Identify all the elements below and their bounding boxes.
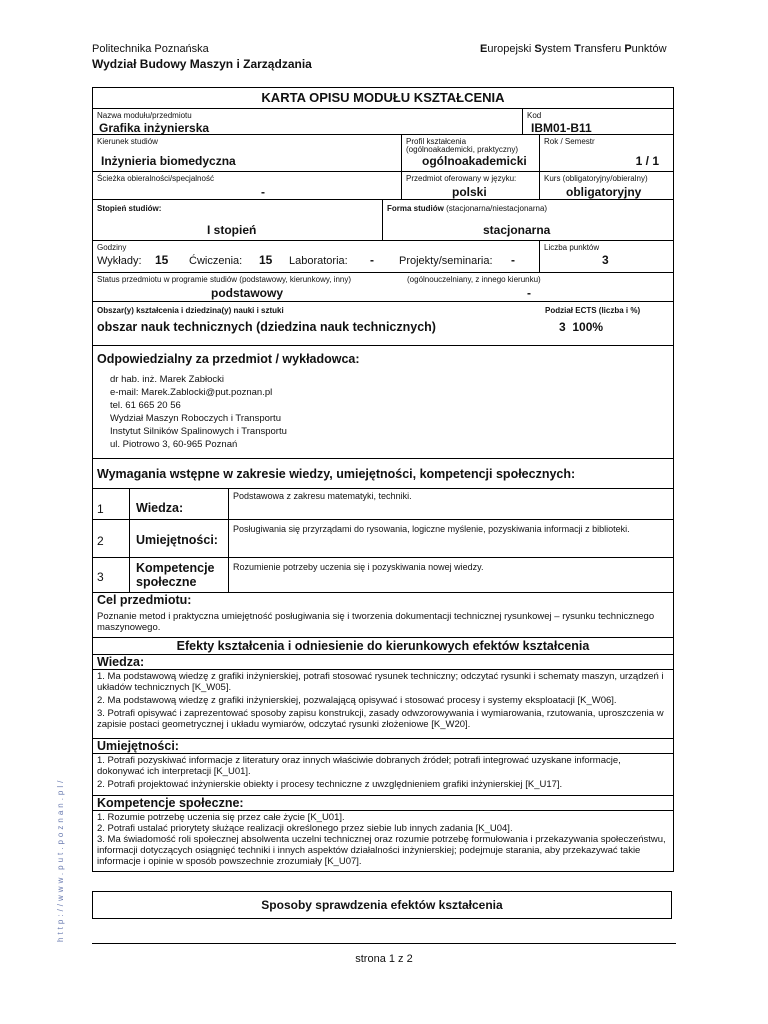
skills-item: 1. Potrafi pozyskiwać informacje z literatury oraz innych właściwie dobranych źródeł; potrafi integrować uzyskane informacje, dokonywać ich interpretacji [K_U01]. (97, 755, 621, 777)
skills-heading: Umiejętności: (93, 739, 673, 754)
lab-value: - (370, 253, 374, 267)
requirement-number: 3 (97, 570, 104, 584)
footer-divider (92, 943, 676, 944)
knowledge-item: 1. Ma podstawową wiedzę z grafiki inżynierskiej, potrafi stosować rysunek techniczny; odczytać rysunki i schematy maszyn, urządzeń i układów technicznych [K_W05]. (97, 671, 664, 693)
requirement-name: Wiedza: (129, 489, 228, 519)
social-item: 2. Potrafi ustalać priorytety służące realizacji określonego przez siebie lub innych zadania [K_U04]. (97, 823, 513, 834)
year-label: Rok / Semestr (544, 137, 595, 146)
requirement-name: Umiejętności: (129, 520, 228, 557)
level-value: I stopień (207, 223, 257, 237)
course-label: Kurs (obligatoryjny/obieralny) (544, 174, 648, 183)
social-list (93, 811, 673, 871)
university-name: Politechnika Poznańska (92, 43, 209, 55)
knowledge-list (93, 670, 673, 739)
responsible-details (110, 373, 287, 451)
responsible-line: dr hab. inż. Marek Zabłocki (110, 374, 225, 385)
faculty-name: Wydział Budowy Maszyn i Zarządzania (92, 57, 312, 71)
ects-system-name: Europejski System Transferu Punktów (480, 43, 667, 55)
social-heading: Kompetencje społeczne: (93, 796, 673, 811)
requirement-text: Podstawowa z zakresu matematyki, techniki. (228, 489, 673, 519)
exercises-label: Ćwiczenia: (189, 255, 243, 267)
form-sub: (stacjonarna/niestacjonarna) (446, 204, 548, 213)
responsible-line: tel. 61 665 20 56 (110, 400, 181, 411)
lectures-label: Wykłady: (97, 255, 142, 267)
goal-text: Poznanie metod i praktyczna umiejętność posługiwania się i tworzenia dokumentacji technicznej rysunkowej – rysunku technicznego maszynowego. (97, 611, 655, 633)
requirement-number: 1 (97, 502, 104, 516)
knowledge-heading: Wiedza: (93, 655, 673, 670)
social-item: 3. Ma świadomość roli społecznej absolwenta uczelni technicznej oraz rozumie potrzebę formułowania i przekazywania społeczeństwu, informacji dotyczących osiągnięć techniki i innych aspektów działalności inżynierskiej; podejmuje starania, aby przekazywać takie informacje i opinie w sposób powszechnie zrozumiały [K_U07]. (97, 834, 666, 867)
requirement-row (93, 558, 673, 593)
responsible-line: ul. Piotrowo 3, 60-965 Poznań (110, 439, 238, 450)
social-item: 1. Rozumie potrzebę uczenia się przez całe życie [K_U01]. (97, 812, 345, 823)
module-card (92, 87, 674, 872)
requirement-row (93, 520, 673, 558)
points-label: Liczba punktów (544, 243, 600, 252)
area-value: obszar nauk technicznych (dziedzina nauk technicznych) (97, 320, 436, 334)
path-value: - (261, 185, 265, 199)
module-value: Grafika inżynierska (99, 121, 210, 135)
responsible-line: Wydział Maszyn Roboczych i Transportu (110, 413, 281, 424)
status-value: podstawowy (211, 286, 284, 300)
level-label: Stopień studiów: (97, 204, 162, 213)
field-value: Inżynieria biomedyczna (101, 154, 236, 168)
ects-split-label: Podział ECTS (liczba i %) (545, 306, 641, 315)
responsible-line: Instytut Silników Spalinowych i Transportu (110, 426, 287, 437)
area-label: Obszar(y) kształcenia i dziedzina(y) nauki i sztuki (97, 306, 284, 315)
skills-item: 2. Potrafi projektować inżynierskie obiekty i procesy techniczne z uwzględnieniem grafiki inżynierskiej [K_U17]. (97, 779, 563, 790)
form-value: stacjonarna (483, 223, 551, 237)
ects-split-value: 3 100% (559, 320, 604, 334)
requirements-heading: Wymagania wstępne w zakresie wiedzy, umiejętności, kompetencji społecznych: (97, 467, 576, 481)
effects-heading: Efekty kształcenia i odniesienie do kierunkowych efektów kształcenia (93, 638, 673, 655)
requirement-number: 2 (97, 534, 104, 548)
language-label: Przedmiot oferowany w języku: (406, 174, 517, 183)
points-value: 3 (602, 253, 609, 267)
requirement-name: Kompetencje społeczne (129, 558, 228, 592)
status-value-secondary: - (527, 286, 531, 300)
status-label-secondary: (ogólnouczelniany, z innego kierunku) (407, 275, 541, 284)
year-value: 1 / 1 (635, 154, 659, 168)
responsible-heading: Odpowiedzialny za przedmiot / wykładowca: (97, 352, 360, 366)
field-label: Kierunek studiów (97, 137, 158, 146)
page-number: strona 1 z 2 (355, 953, 413, 965)
exercises-value: 15 (259, 253, 273, 267)
module-label: Nazwa modułu/przedmiotu (97, 111, 192, 120)
requirement-row (93, 489, 673, 520)
hours-label: Godziny (97, 243, 127, 252)
projects-label: Projekty/seminaria: (399, 255, 493, 267)
knowledge-item: 2. Ma podstawową wiedzę z grafiki inżynierskiej, pozwalającą opisywać i stosować procesy i systemy eksploatacji [K_W06]. (97, 695, 617, 706)
profile-sub: (ogólnoakademicki, praktyczny) (406, 145, 519, 154)
requirement-text: Posługiwania się przyrządami do rysowania, logiczne myślenie, pozyskiwania informacji z biblioteki. (228, 520, 673, 557)
code-value: IBM01-B11 (531, 121, 592, 135)
skills-list (93, 754, 673, 796)
projects-value: - (511, 253, 515, 267)
code-label: Kod (527, 111, 542, 120)
course-value: obligatoryjny (566, 185, 642, 199)
goal-heading: Cel przedmiotu: (97, 593, 192, 607)
profile-label: Profil kształcenia (406, 137, 467, 146)
responsible-line: e-mail: Marek.Zablocki@put.poznan.pl (110, 387, 273, 398)
lectures-value: 15 (155, 253, 169, 267)
verification-heading: Sposoby sprawdzenia efektów kształcenia (92, 891, 672, 919)
status-label: Status przedmiotu w programie studiów (podstawowy, kierunkowy, inny) (97, 275, 352, 284)
requirement-text: Rozumienie potrzeby uczenia się i pozyskiwania nowej wiedzy. (228, 558, 673, 592)
side-url-watermark: http://www.put.poznan.pl/ (56, 777, 65, 942)
goal-section (93, 593, 673, 638)
path-label: Ścieżka obieralności/specjalność (97, 174, 214, 183)
card-title: KARTA OPISU MODUŁU KSZTAŁCENIA (93, 88, 673, 109)
profile-value: ogólnoakademicki (422, 154, 527, 168)
language-value: polski (452, 185, 487, 199)
form-label: Forma studiów (387, 204, 444, 213)
lab-label: Laboratoria: (289, 255, 348, 267)
responsible-section (93, 346, 673, 459)
knowledge-item: 3. Potrafi opisywać i zaprezentować sposoby zapisu konstrukcji, zasady odwzorowywania i wymiarowania, rzutowania, uproszczenia w zapisie postaci geometrycznej i układu wymiarów, odczytać rysunki złożeniowe [K_W20]. (97, 708, 664, 730)
